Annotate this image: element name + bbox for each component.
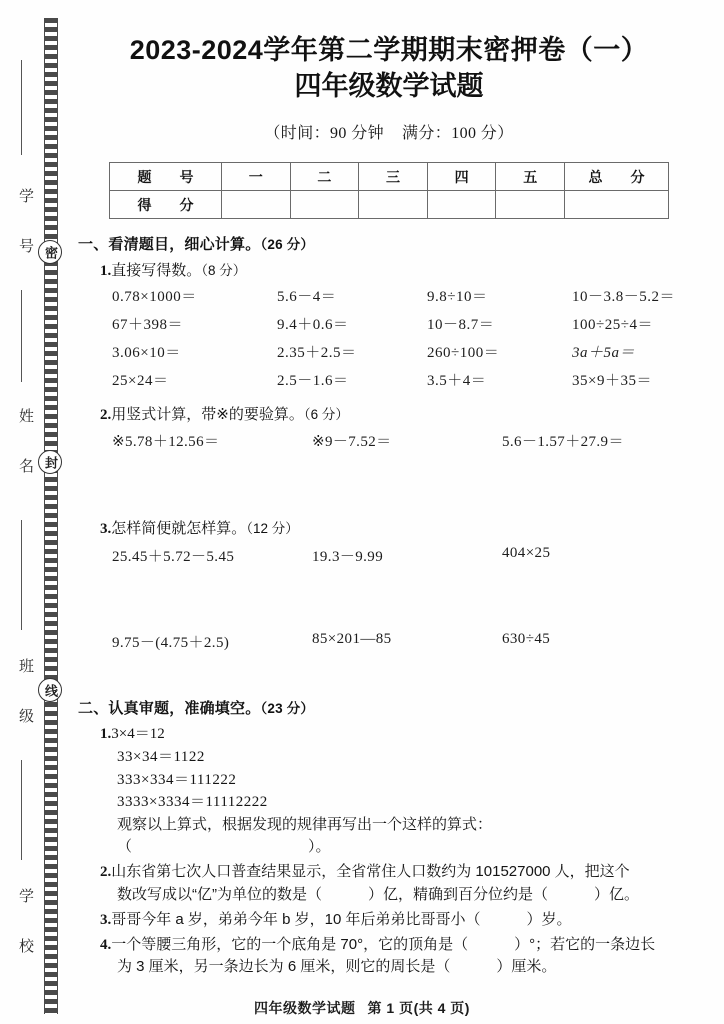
score-cell-5[interactable] bbox=[496, 191, 565, 219]
fill-item-4-number: 4. bbox=[100, 936, 112, 953]
score-table-col-4: 四 bbox=[427, 163, 496, 191]
section-1-title: 一、看清题目，细心计算。 bbox=[78, 236, 261, 254]
fill-item-3 bbox=[100, 909, 700, 932]
question-1-2-items bbox=[78, 430, 700, 451]
section-1-points: （26 分） bbox=[260, 237, 315, 253]
expression-item: 35×9＋35＝ bbox=[572, 373, 652, 390]
expression-item: 25×24＝ bbox=[112, 373, 169, 390]
expression-item: ※5.78＋12.56＝ bbox=[112, 434, 220, 451]
score-table-label-score: 得 分 bbox=[110, 191, 222, 219]
seal-circle-mi: 密 bbox=[38, 240, 62, 264]
score-table bbox=[109, 162, 669, 219]
expression-item: 85×201—85 bbox=[312, 631, 392, 648]
expression-item: 630÷45 bbox=[502, 631, 551, 648]
expression-item: 5.6－1.57＋27.9＝ bbox=[502, 434, 624, 451]
fill-item-1-equation-2: 33×34＝1122 bbox=[117, 749, 205, 766]
field-name-label: 姓 名 bbox=[17, 407, 34, 483]
fill-item-1-number: 1. bbox=[100, 726, 112, 743]
field-school-label: 学 校 bbox=[17, 887, 34, 963]
score-cell-3[interactable] bbox=[359, 191, 428, 219]
expression-item: 9.4＋0.6＝ bbox=[277, 317, 349, 334]
expression-item: 100÷25÷4＝ bbox=[572, 317, 653, 334]
fill-item-1-answer-blank[interactable] bbox=[100, 836, 700, 859]
score-cell-total[interactable] bbox=[565, 191, 669, 219]
seal-line-strip bbox=[44, 18, 56, 1014]
question-1-1-title: 直接写得数。 bbox=[111, 262, 202, 280]
writing-rule-3 bbox=[21, 520, 22, 630]
question-1-1-number: 1. bbox=[100, 263, 112, 280]
page-title: 2023-2024学年第二学期期末密押卷（一） bbox=[129, 35, 649, 65]
table-row bbox=[110, 191, 669, 219]
expression-item: 10－8.7＝ bbox=[427, 317, 495, 334]
exam-full-score: 满分：100 分） bbox=[402, 125, 514, 143]
fill-item-2-text-b3: ）亿。 bbox=[594, 886, 640, 904]
fill-item-4 bbox=[100, 934, 700, 980]
answer-paren-close: ）。 bbox=[308, 839, 331, 856]
fill-item-1 bbox=[100, 723, 700, 859]
field-student-number-label: 学 号 bbox=[17, 187, 34, 263]
fill-item-2-text-a: 山东省第七次人口普查结果显示，全省常住人口数约为 101527000 人，把这个 bbox=[111, 863, 630, 881]
section-1-heading bbox=[78, 233, 700, 254]
writing-rule-2 bbox=[21, 290, 22, 382]
fill-item-4-text-4: ）厘米。 bbox=[496, 958, 557, 976]
page-subtitle: 四年级数学试题 bbox=[294, 71, 484, 102]
expression-item: 9.75－(4.75＋2.5) bbox=[112, 635, 230, 652]
score-table-col-3: 三 bbox=[359, 163, 428, 191]
fill-item-2-text-b1: 数改写成以“亿”为单位的数是（ bbox=[117, 886, 322, 904]
fill-item-4-text-1: 一个等腰三角形，它的一个底角是 70°，它的顶角是（ bbox=[111, 935, 469, 953]
score-table-col-total: 总 分 bbox=[565, 163, 669, 191]
section-2-heading bbox=[78, 697, 700, 718]
question-1-3-heading bbox=[78, 517, 700, 538]
footer-subject: 四年级数学试题 bbox=[254, 1000, 356, 1016]
fill-item-1-prompt: 观察以上算式，根据发现的规律再写出一个这样的算式： bbox=[117, 815, 493, 833]
fill-item-2 bbox=[100, 861, 700, 907]
question-1-1-heading bbox=[78, 259, 700, 280]
question-1-2-points: （6 分） bbox=[303, 407, 349, 423]
fill-item-4-line-2 bbox=[100, 956, 700, 979]
expression-item: 0.78×1000＝ bbox=[112, 289, 197, 306]
expression-item: ※9－7.52＝ bbox=[312, 434, 392, 451]
fill-item-3-text-1: 哥哥今年 a 岁，弟弟今年 b 岁，10 年后弟弟比哥哥小（ bbox=[111, 910, 481, 928]
exam-content bbox=[78, 22, 700, 979]
expression-item: 67＋398＝ bbox=[112, 317, 184, 334]
question-1-2-number: 2. bbox=[100, 407, 112, 424]
seal-circle-feng: 封 bbox=[38, 450, 62, 474]
expression-item: 404×25 bbox=[502, 545, 551, 562]
field-class-label: 班 级 bbox=[17, 657, 34, 733]
fill-item-2-line-b bbox=[100, 884, 700, 907]
expression-item: 5.6－4＝ bbox=[277, 289, 337, 306]
fill-item-1-equation-3: 333×334＝111222 bbox=[117, 771, 237, 788]
fill-item-2-number: 2. bbox=[100, 864, 112, 881]
section-2-points: （23 分） bbox=[260, 701, 315, 717]
expression-item: 3.06×10＝ bbox=[112, 345, 181, 362]
expression-item: 25.45＋5.72－5.45 bbox=[112, 549, 235, 566]
fill-item-4-text-3: 为 3 厘米，另一条边长为 6 厘米，则它的周长是（ bbox=[117, 958, 451, 976]
fill-item-1-equation-4: 3333×3334＝11112222 bbox=[117, 794, 268, 811]
question-1-1-items bbox=[78, 285, 700, 390]
seal-circle-xian: 线 bbox=[38, 678, 62, 702]
fill-item-2-text-b2: ）亿，精确到百分位约是（ bbox=[368, 886, 549, 904]
question-1-3-number: 3. bbox=[100, 521, 112, 538]
expression-item: 3a＋5a＝ bbox=[572, 345, 636, 362]
fill-item-1-equation-1: 3×4＝12 bbox=[111, 726, 165, 743]
question-1-3-title: 怎样简便就怎样算。 bbox=[111, 520, 247, 538]
expression-item: 9.8÷10＝ bbox=[427, 289, 488, 306]
question-1-3-points: （12 分） bbox=[246, 521, 299, 537]
score-table-col-5: 五 bbox=[496, 163, 565, 191]
expression-item: 2.5－1.6＝ bbox=[277, 373, 349, 390]
score-cell-2[interactable] bbox=[290, 191, 359, 219]
section-2-items bbox=[78, 723, 700, 979]
writing-rule-1 bbox=[21, 60, 22, 155]
fill-item-4-text-2: ）°；若它的一条边长 bbox=[514, 935, 656, 953]
exam-duration: （时间：90 分钟 bbox=[264, 125, 384, 143]
table-row-header bbox=[110, 163, 669, 191]
question-1-2-heading bbox=[78, 403, 700, 424]
page-footer bbox=[0, 998, 724, 1018]
score-cell-1[interactable] bbox=[222, 191, 291, 219]
expression-item: 2.35＋2.5＝ bbox=[277, 345, 357, 362]
question-1-1-points: （8 分） bbox=[201, 263, 247, 279]
expression-item: 3.5＋4＝ bbox=[427, 373, 487, 390]
expression-item: 19.3－9.99 bbox=[312, 549, 384, 566]
fill-item-3-number: 3. bbox=[100, 911, 112, 928]
question-1-2-title: 用竖式计算，带※的要验算。 bbox=[111, 406, 304, 424]
footer-page-number: 第 1 页(共 4 页) bbox=[367, 1000, 470, 1016]
score-table-col-2: 二 bbox=[290, 163, 359, 191]
exam-meta bbox=[78, 120, 700, 143]
writing-rule-4 bbox=[21, 760, 22, 860]
fill-item-3-text-2: ）岁。 bbox=[526, 910, 572, 928]
answer-paren-open: （ bbox=[117, 839, 133, 856]
score-table-col-1: 一 bbox=[222, 163, 291, 191]
score-cell-4[interactable] bbox=[427, 191, 496, 219]
expression-item: 10－3.8－5.2＝ bbox=[572, 289, 676, 306]
section-2-title: 二、认真审题，准确填空。 bbox=[78, 700, 261, 718]
perforation-line bbox=[44, 18, 58, 1014]
question-1-3-items bbox=[78, 545, 700, 652]
expression-item: 260÷100＝ bbox=[427, 345, 500, 362]
score-table-label-question: 题 号 bbox=[110, 163, 222, 191]
